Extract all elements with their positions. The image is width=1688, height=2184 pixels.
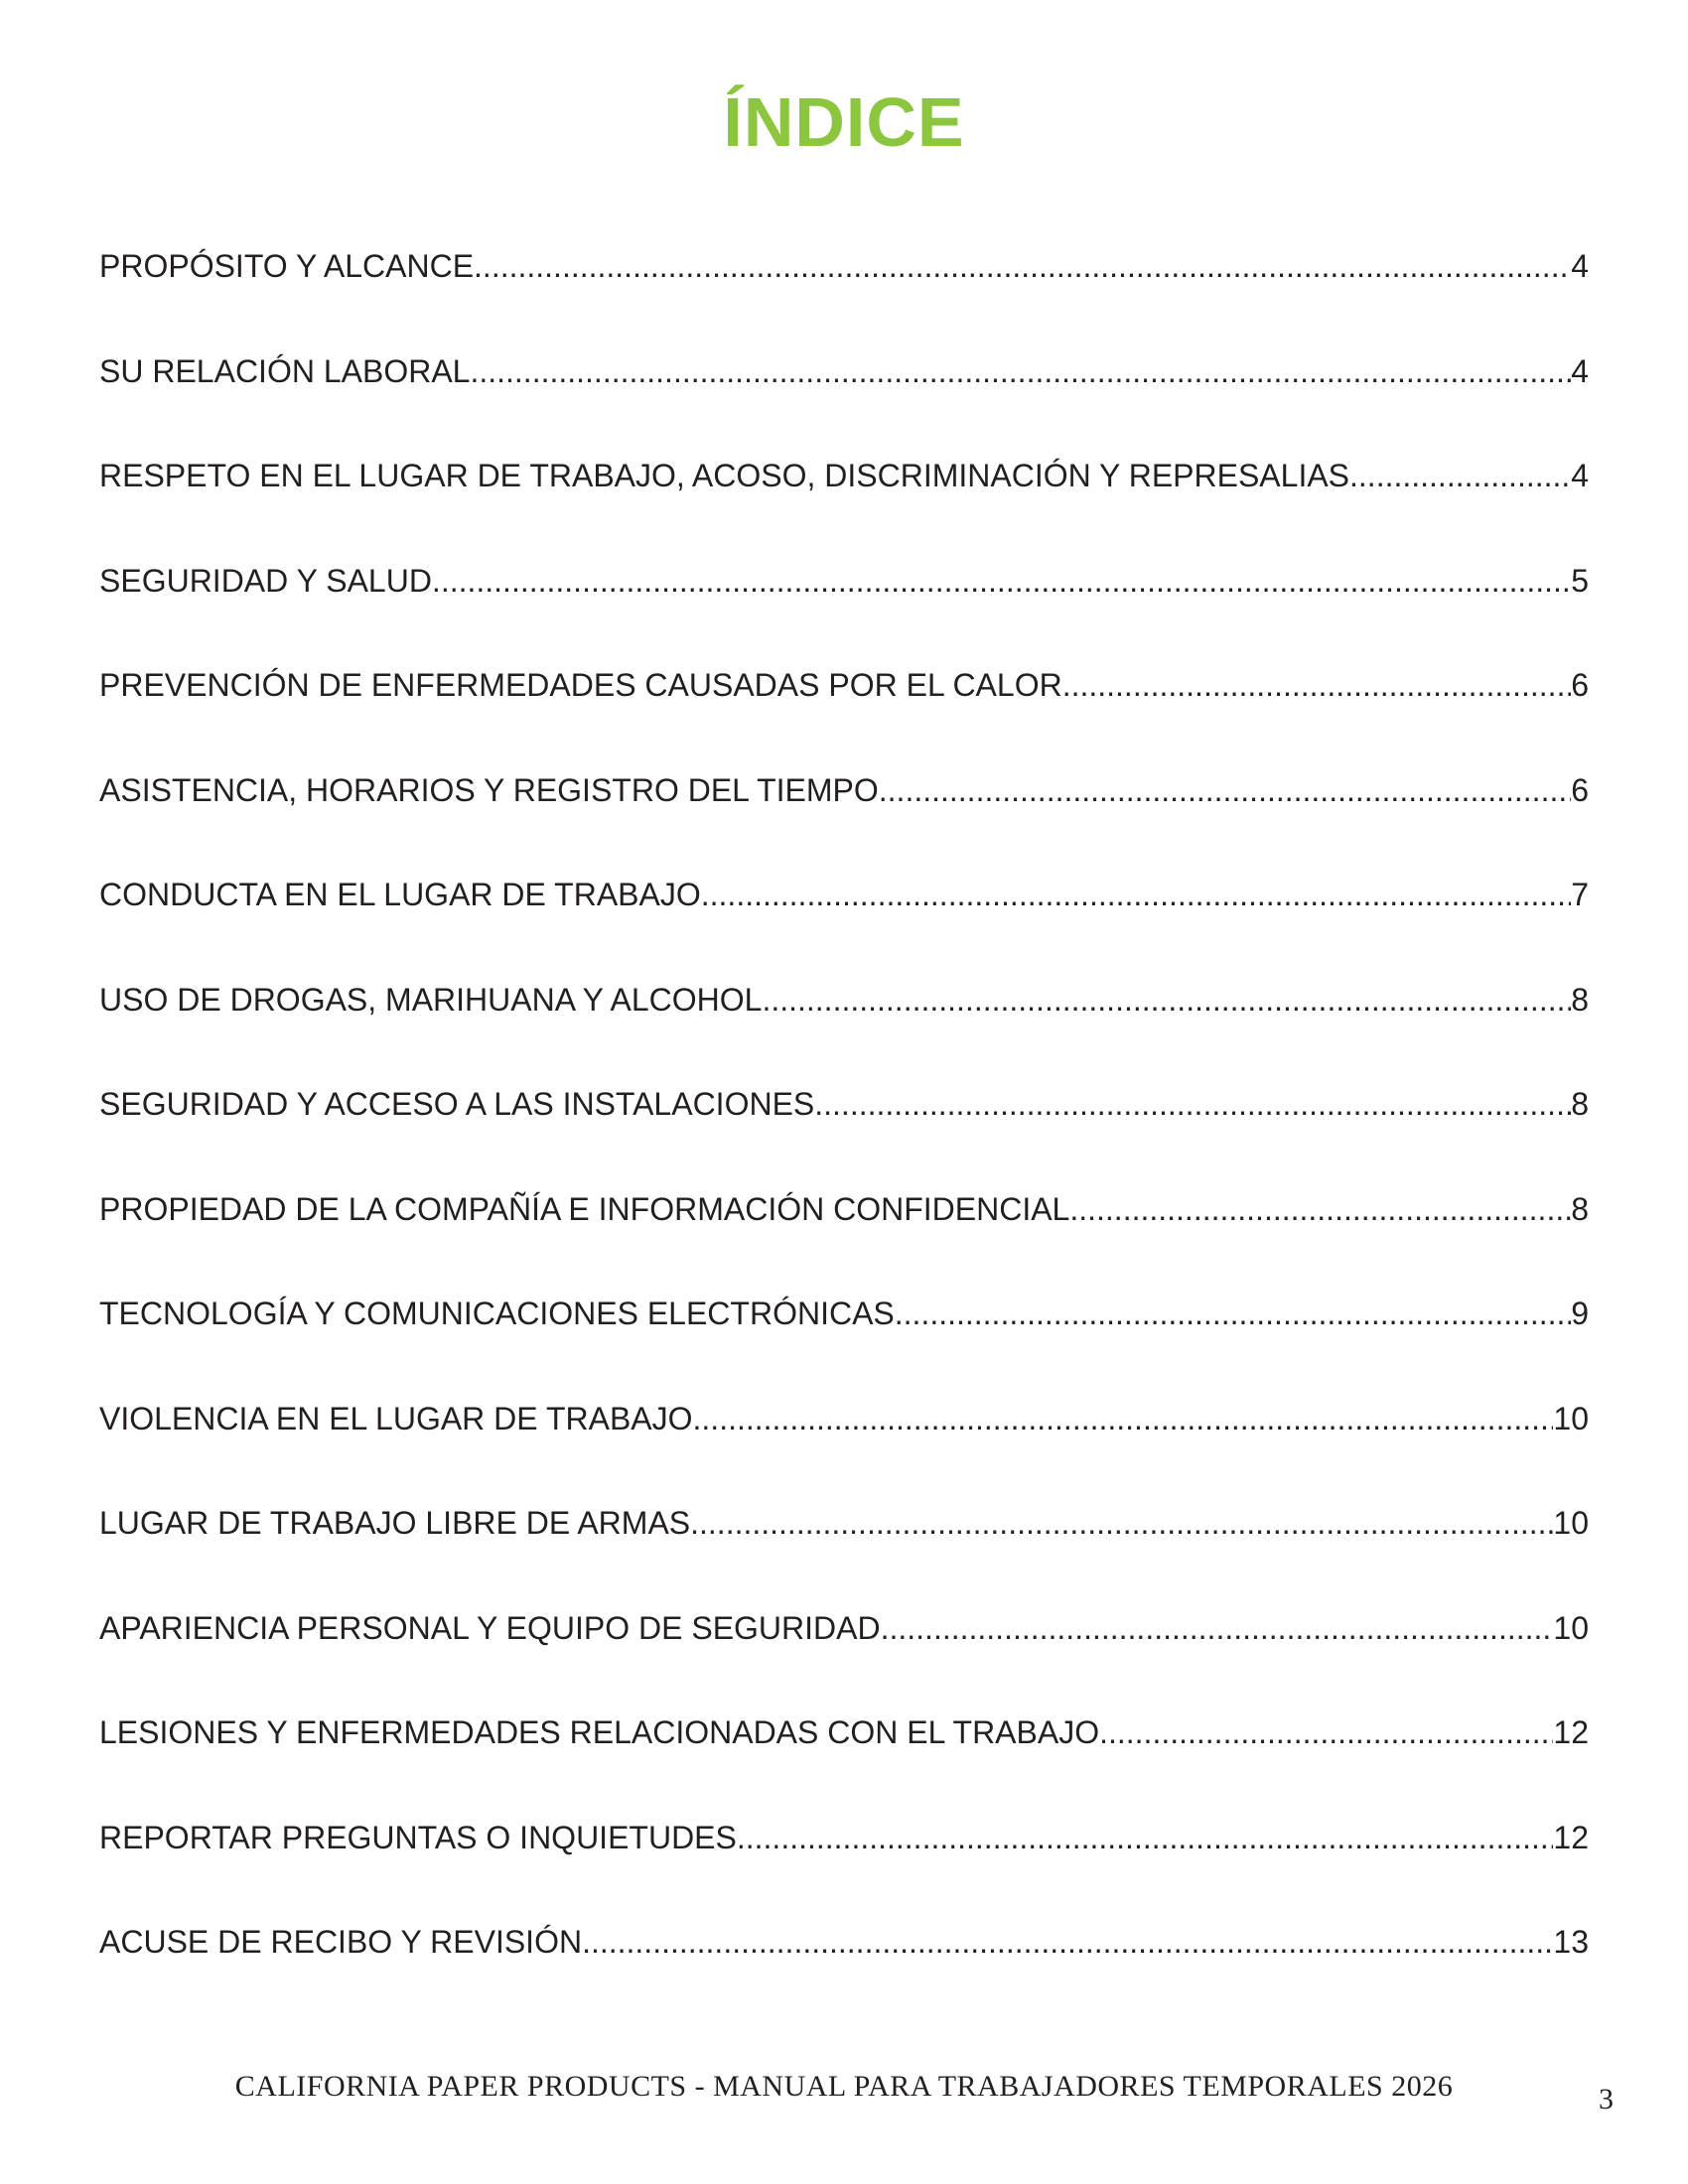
page-footer: CALIFORNIA PAPER PRODUCTS - MANUAL PARA TRABAJADORES TEMPORALES 2026 (234, 2070, 1454, 2103)
toc-entry-label: TECNOLOGÍA Y COMUNICACIONES ELECTRÓNICAS (99, 1296, 895, 1331)
toc-entry-page: 4 (1571, 352, 1589, 389)
toc-entry-label: PREVENCIÓN DE ENFERMEDADES CAUSADAS POR EL CALOR (99, 667, 1062, 703)
toc-entry-label: ASISTENCIA, HORARIOS Y REGISTRO DEL TIEMPO (99, 771, 879, 808)
toc-entry-label: SU RELACIÓN LABORAL (99, 352, 471, 389)
toc-entry-page: 5 (1571, 562, 1589, 599)
page-title: ÍNDICE (723, 83, 965, 161)
toc-dot-leader (1099, 1710, 1553, 1754)
toc-entry-label: VIOLENCIA EN EL LUGAR DE TRABAJO (99, 1400, 693, 1436)
toc-entry[interactable] (99, 873, 1589, 978)
toc-entry-label: ACUSE DE RECIBO Y REVISIÓN (99, 1924, 583, 1960)
toc-entry-page: 8 (1571, 981, 1589, 1018)
toc-entry-page: 10 (1553, 1400, 1589, 1436)
toc-dot-leader (762, 978, 1571, 1022)
toc-entry-page: 8 (1571, 1086, 1589, 1122)
toc-dot-leader (693, 1397, 1554, 1440)
toc-entry[interactable] (99, 1397, 1589, 1502)
toc-entry-label: REPORTAR PREGUNTAS O INQUIETUDES (99, 1819, 737, 1855)
toc-entry-label: LUGAR DE TRABAJO LIBRE DE ARMAS (99, 1505, 691, 1541)
toc-entry[interactable] (99, 1082, 1589, 1187)
toc-entry-page: 6 (1571, 667, 1589, 703)
toc-entry-label: CONDUCTA EN EL LUGAR DE TRABAJO (99, 877, 701, 912)
toc-dot-leader (1349, 454, 1571, 497)
toc-entry-page: 8 (1571, 1190, 1589, 1227)
toc-entry-page: 12 (1553, 1819, 1589, 1855)
toc-entry[interactable] (99, 244, 1589, 349)
toc-entry[interactable] (99, 349, 1589, 455)
toc-entry[interactable] (99, 1292, 1589, 1397)
toc-entry[interactable] (99, 768, 1589, 874)
toc-entry-page: 6 (1571, 771, 1589, 808)
toc-dot-leader (701, 873, 1571, 916)
toc-entry-label: RESPETO EN EL LUGAR DE TRABAJO, ACOSO, DISCRIMINACIÓN Y REPRESALIAS (99, 458, 1350, 493)
toc-entry-page: 4 (1571, 248, 1589, 284)
toc-entry[interactable] (99, 559, 1589, 664)
table-of-contents (99, 244, 1589, 2025)
toc-entry-label: APARIENCIA PERSONAL Y EQUIPO DE SEGURIDAD (99, 1609, 881, 1646)
toc-entry-label: PROPIEDAD DE LA COMPAÑÍA E INFORMACIÓN CONFIDENCIAL (99, 1190, 1070, 1227)
toc-entry[interactable] (99, 1920, 1589, 2025)
toc-entry[interactable] (99, 1187, 1589, 1293)
toc-entry-page: 9 (1571, 1296, 1589, 1331)
toc-dot-leader (1062, 663, 1572, 707)
toc-dot-leader (582, 1920, 1553, 1964)
toc-dot-leader (1069, 1187, 1571, 1231)
toc-dot-leader (432, 559, 1571, 603)
toc-dot-leader (895, 1292, 1571, 1335)
toc-entry-page: 10 (1553, 1505, 1589, 1541)
toc-entry-page: 10 (1553, 1609, 1589, 1646)
toc-dot-leader (881, 1606, 1554, 1650)
toc-entry-label: SEGURIDAD Y ACCESO A LAS INSTALACIONES (99, 1086, 815, 1122)
toc-entry[interactable] (99, 1501, 1589, 1606)
toc-entry-page: 13 (1553, 1924, 1589, 1960)
toc-entry[interactable] (99, 1606, 1589, 1711)
toc-entry-label: LESIONES Y ENFERMEDADES RELACIONADAS CON EL TRABAJO (99, 1714, 1100, 1750)
toc-entry-page: 12 (1553, 1714, 1589, 1750)
toc-entry-page: 4 (1571, 458, 1589, 493)
toc-entry[interactable] (99, 978, 1589, 1083)
toc-dot-leader (879, 768, 1571, 812)
toc-entry[interactable] (99, 1816, 1589, 1921)
toc-dot-leader (690, 1501, 1553, 1545)
toc-entry-label: PROPÓSITO Y ALCANCE (99, 248, 475, 284)
toc-entry[interactable] (99, 1710, 1589, 1816)
toc-entry-label: SEGURIDAD Y SALUD (99, 562, 432, 599)
toc-dot-leader (474, 244, 1571, 288)
toc-dot-leader (814, 1082, 1571, 1126)
toc-dot-leader (470, 349, 1571, 393)
toc-entry[interactable] (99, 663, 1589, 768)
toc-entry-page: 7 (1571, 877, 1589, 912)
toc-entry[interactable] (99, 454, 1589, 559)
toc-dot-leader (737, 1816, 1554, 1859)
toc-entry-label: USO DE DROGAS, MARIHUANA Y ALCOHOL (99, 981, 763, 1018)
page-number: 3 (1599, 2083, 1614, 2116)
